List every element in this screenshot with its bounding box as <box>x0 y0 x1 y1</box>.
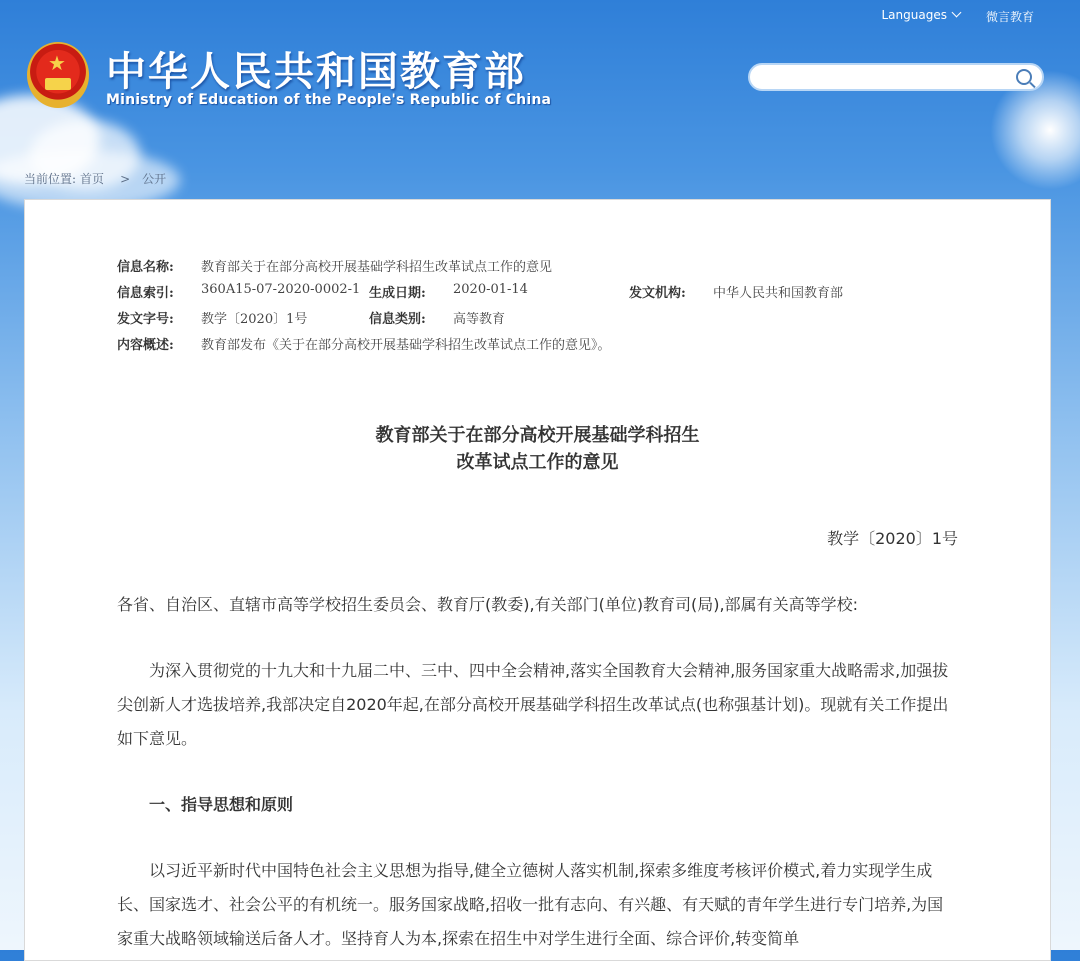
meta-label: 信息类别: <box>369 312 426 327</box>
meta-label: 发文机构: <box>629 286 686 301</box>
meta-value: 教育部关于在部分高校开展基础学科招生改革试点工作的意见 <box>201 260 553 275</box>
breadcrumb-home[interactable]: 首页 <box>80 172 105 186</box>
meta-row-index <box>117 282 1017 308</box>
section-heading: 一、指导思想和原则 <box>149 795 294 814</box>
breadcrumb-separator: > <box>120 172 131 186</box>
salutation: 各省、自治区、直辖市高等学校招生委员会、教育厅(教委),有关部门(单位)教育司(局),部属有关高等学校: <box>117 595 859 614</box>
site-subtitle[interactable]: Ministry of Education of the People's Republic of China <box>106 92 552 108</box>
meta-row-name <box>117 256 1017 282</box>
meta-value: 360A15-07-2020-0002-1 <box>201 282 361 297</box>
meta-value: 教学〔2020〕1号 <box>201 312 308 327</box>
weibo-link[interactable]: 微言教育 <box>985 10 1034 24</box>
meta-value: 高等教育 <box>453 312 506 327</box>
document-title-line: 教育部关于在部分高校开展基础学科招生 <box>375 425 700 446</box>
meta-row-docno <box>117 308 1017 334</box>
paragraph: 为深入贯彻党的十九大和十九届二中、三中、四中全会精神,落实全国教育大会精神,服务国家重大战略需求,加强拔尖创新人才选拔培养,我部决定自2020年起,在部分高校开展基础学科招生改革试点(也称强基计划)。现就有关工作提出如下意见。 <box>117 661 949 748</box>
meta-value: 2020-01-14 <box>453 282 528 297</box>
meta-label: 发文字号: <box>117 312 174 327</box>
search-icon[interactable] <box>1016 69 1032 85</box>
document-title <box>25 422 1050 476</box>
paragraph: 以习近平新时代中国特色社会主义思想为指导,健全立德树人落实机制,探索多维度考核评价模式,着力实现学生成长、国家选才、社会公平的有机统一。服务国家战略,招收一批有志向、有兴趣、有天赋的青年学生进行专门培养,为国家重大战略领域输送后备人才。坚持育人为本,探索在招生中对学生进行全面、综合评价,转变简单 <box>117 861 944 948</box>
meta-label: 信息名称: <box>117 260 174 275</box>
search-box <box>748 63 1044 91</box>
national-emblem-logo[interactable] <box>27 42 89 108</box>
languages-menu[interactable] <box>882 8 960 25</box>
document-title-line: 改革试点工作的意见 <box>456 452 619 473</box>
search-input[interactable] <box>762 65 1016 91</box>
top-links <box>882 8 1035 25</box>
breadcrumb-current[interactable]: 公开 <box>142 172 167 186</box>
content-panel <box>24 199 1051 961</box>
gate-icon <box>45 78 71 90</box>
star-icon: ★ <box>48 51 66 75</box>
breadcrumb <box>24 170 170 187</box>
meta-row-summary <box>117 334 1017 360</box>
meta-label: 生成日期: <box>369 286 426 301</box>
meta-label: 信息索引: <box>117 286 174 301</box>
breadcrumb-prefix: 当前位置: <box>24 172 77 186</box>
site-title[interactable]: 中华人民共和国教育部 <box>106 49 526 95</box>
languages-label: Languages <box>881 8 947 22</box>
info-meta-table <box>117 256 1017 360</box>
meta-label: 内容概述: <box>117 338 174 353</box>
meta-value: 教育部发布《关于在部分高校开展基础学科招生改革试点工作的意见》。 <box>201 338 611 353</box>
chevron-down-icon <box>952 8 962 18</box>
document-number: 教学〔2020〕1号 <box>827 529 958 548</box>
meta-value: 中华人民共和国教育部 <box>713 286 844 301</box>
